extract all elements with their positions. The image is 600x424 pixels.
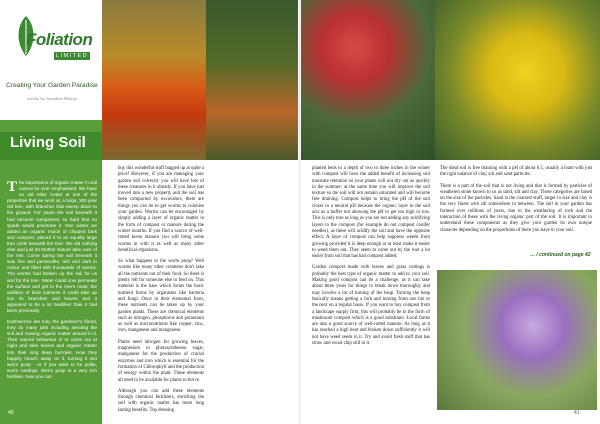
body-paragraph: So what happens to the worm poop? Well worms like many other creatures don't take all the nutrients out of their food. So there is plenty left for someone else to feed on. This material is the base which forms the basic nutrient forms by organisms like bacteria and fungi. Once in their elemental form, these nutrients can be taken up by your garden plants. These are chemical elements such as nitrogen, phosphorus and potassium as well as micronutrients like copper, zinc, iron, manganese and manganese. (118, 259, 204, 334)
body-paragraph: planted beds to a depth of two to three inches in the winter with compost will have the added benefit of increasing soil moisture retention so your plants will not dry out as quickly in the summer; at the same time you will improve the soil texture so the soil will not remain saturated and will become free draining. Compost helps to bring the pH of the soil closer to a neutral pH because the organic layer in the soil acts as a buffer not allowing the pH to get too high or low. This is only true as long as you are not adding any acidifying layers to the compost (for example do not compost conifer needles), as these will acidify the soil and have the opposite effect. A layer of compost can help suppress weeds from growing provided it is deep enough or at least make it easier to weed them out. They seem to come out by the root a lot easier from soil that has had compost added. (312, 166, 430, 260)
drop-cap: T (7, 179, 18, 195)
body-paragraph: buy this wonderful stuff bagged up at quite a price! However, if you are managing your garden soil correctly you will have lots of these creatures in it already. If you have just moved into a new property and the soil has been compacted by excavators, there are things you can do to get worms to colonise your garden. Worms can be encouraged by simply adding a layer of organic matter in the form of compost or manure during the winter months. If you find a source of well-rotted horse manure you will bring some worms in with it as well as many other beneficial organisms. (118, 166, 204, 253)
garden-photo-yellow-shrub (435, 0, 600, 160)
logo-area (0, 0, 102, 120)
sidebar-paragraph: Earthworms are truly the gardener's friend, they do many jobs including aerating the soil and moving organic matter around in it. Their natural behaviour is to come out at night and take leaves and organic matter into their long deep burrows. How they happily munch away on it, turning it into worm poop - or if you want to be polite, worm castings. Worm poop is a very rich fertiliser. Now you can (7, 319, 97, 379)
garden-photo-border (206, 0, 298, 160)
garden-photo-red-flowers (301, 0, 435, 160)
sidebar-text (7, 180, 97, 385)
page-gutter (299, 0, 301, 424)
article-byline: article by Jonathan Bishop (27, 96, 77, 101)
page-number-left: 40 (8, 410, 14, 416)
brand-tagline: Creating Your Garden Paradise (6, 82, 98, 89)
garden-photo-allium (437, 270, 597, 410)
body-column-3 (312, 166, 430, 352)
foliation-logo (14, 14, 93, 64)
garden-photo-grasses (102, 0, 206, 160)
page-number-right: 41 (574, 410, 580, 416)
body-paragraph: The ideal soil is free draining with a pH of about 6.5, usually a loam with just the right balance of clay, silt and sand particles. (440, 166, 592, 178)
continued-note: … / continued on page 42 (530, 252, 591, 258)
body-paragraph: There is a part of the soil that is not living and that is formed by particles of weathered stone known to us as sand, silt and clay. These categories are based on the size of the particles. Sand is the coarsest stuff, larger in size and clay is the very finest with silt somewhere in between. The soil in your garden has formed over millions of years, due to the weathering of rock and the interaction of these with the living organic part of the soil. It is important to understand these components as they give your garden its own unique character depending on the proportions of them you have in your soil. (440, 183, 592, 233)
logo-wordmark: Foliation (26, 30, 93, 49)
body-column-4 (440, 166, 592, 239)
body-paragraph: Plants need nitrogen for growing leaves, magnesium to photosynthesise sugar, manganese for the production of crucial enzymes and iron which is essential for the formation of Chlorophyll and the production of energy within the plant. These elements all need to be available for plants to thrive. (118, 339, 204, 383)
article-title: Living Soil (10, 134, 86, 151)
body-paragraph: Although you can add these elements through chemical fertilisers, enriching the soil with organic matter has more long lasting benefits. Top dressing (118, 388, 204, 413)
sidebar-paragraph: The importance of organic matter in soil cannot be over emphasised. We have an old Atlas Cedar at one of the properties that we work at, a large, 200 year old tree, with branches that sweep down to the ground. For years the soil beneath it had become compacted, so hard that no spade would penetrate it. One winter we added an organic mulch of chipped bark and compost, placed it to an equally large tree circle beneath the tree. We did nothing else and just let Mother Nature take care of the rest. Come spring the soil beneath it was fine and penetrable, rich and dark in colour and filled with thousands of worms. The worms had broken up the soil for us and for the tree. Water could now permeate the surface and get to the tree's roots; the addition of food nutrients it could take up into its branches and leaves and it appeared to be a lot healthier than it had been previously. (7, 179, 97, 313)
body-column-1 (118, 166, 204, 419)
body-paragraph: Garden compost made with leaves and grass cuttings is probably the best type of organic matter to add to your soil. Making good compost can be a challenge, as it can take about three years for things to break down thoroughly and may involve a lot of turning of the heap. Turning the heap basically means getting a fork and turning from one bin to the next on a regular basis. If you want to buy compost from a landscape supply firm, this will probably be in the form of mushroom compost which is a good substitute. Local farms are also a good source of well-rotted manure. As long as it has reached a high heat and broken down sufficiently it will not have weed seeds in it. Try and avoid fresh stuff that has straw and wood chip still in it. (312, 265, 430, 347)
logo-limited: LIMITED (55, 53, 89, 59)
